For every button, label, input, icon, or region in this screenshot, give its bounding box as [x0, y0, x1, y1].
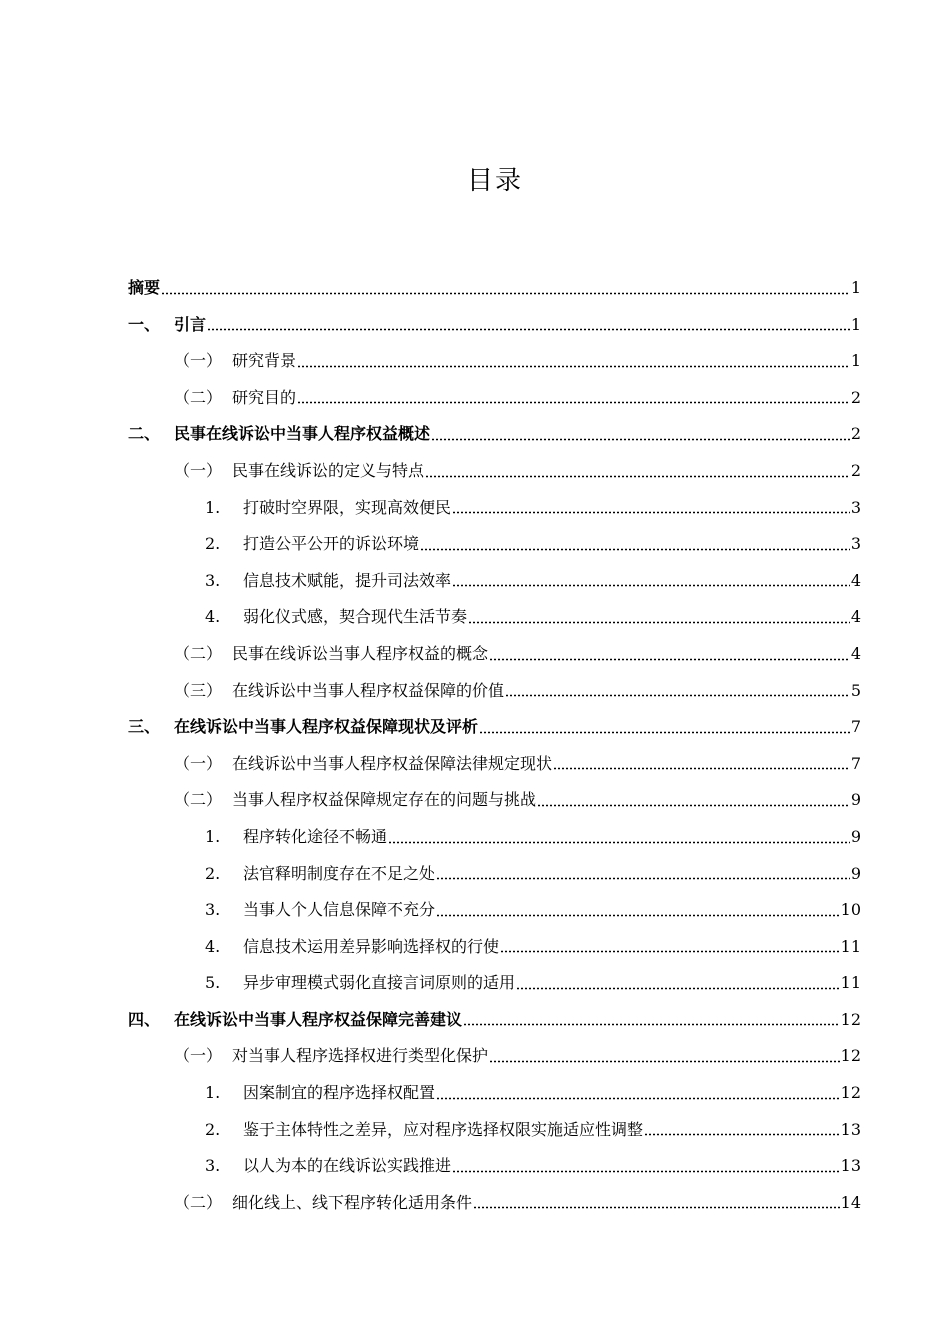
toc-entry[interactable]: [128, 819, 861, 856]
toc-entry[interactable]: [128, 453, 861, 490]
toc-entry-number: 1.: [205, 826, 221, 846]
toc-entry-page-number: 4: [850, 607, 861, 627]
toc-entry-page-number: 12: [840, 1009, 861, 1029]
dot-leader: [452, 1170, 840, 1173]
toc-entry-number: 三、: [128, 717, 161, 737]
toc-entry-number: （一）: [174, 460, 223, 480]
toc-entry-title: 因案制宜的程序选择权配置: [243, 1083, 436, 1103]
dot-leader: [297, 401, 850, 404]
toc-entry-number: 2.: [205, 1119, 221, 1139]
toc-entry-page-number: 12: [840, 1046, 861, 1066]
toc-entry-number: 1.: [205, 497, 221, 517]
toc-entry-page-number: 7: [850, 717, 861, 737]
toc-entry-title: 程序转化途径不畅通: [243, 826, 388, 846]
toc-entry[interactable]: [128, 1148, 861, 1185]
toc-entry[interactable]: [128, 599, 861, 636]
toc-entry[interactable]: [128, 892, 861, 929]
toc-entry-number: 3.: [205, 570, 221, 590]
dot-leader: [553, 767, 850, 770]
dot-leader: [452, 511, 850, 514]
toc-entry-page-number: 5: [850, 680, 861, 700]
dot-leader: [436, 1097, 840, 1100]
toc-entry[interactable]: [128, 270, 861, 307]
toc-entry-number: 3.: [205, 900, 221, 920]
toc-entry-number: （二）: [174, 790, 223, 810]
toc-entry-page-number: 9: [850, 790, 861, 810]
dot-leader: [297, 365, 850, 368]
toc-entry-title: 异步审理模式弱化直接言词原则的适用: [243, 973, 516, 993]
toc-entry-number: 2.: [205, 863, 221, 883]
toc-entry[interactable]: [128, 490, 861, 527]
toc-entry-page-number: 9: [850, 863, 861, 883]
table-of-contents: [128, 270, 861, 1221]
toc-entry-page-number: 3: [850, 497, 861, 517]
dot-leader: [388, 841, 850, 844]
toc-entry-number: （二）: [174, 387, 223, 407]
toc-entry-page-number: 11: [840, 936, 861, 956]
dot-leader: [500, 950, 840, 953]
toc-entry-number: （一）: [174, 753, 223, 773]
toc-entry-title: 在线诉讼中当事人程序权益保障现状及评析: [174, 717, 479, 737]
toc-entry-number: 5.: [205, 973, 221, 993]
toc-entry-title: 在线诉讼中当事人程序权益保障法律规定现状: [232, 753, 553, 773]
dot-leader: [537, 804, 850, 807]
toc-entry[interactable]: [128, 929, 861, 966]
toc-entry-title: 民事在线诉讼的定义与特点: [232, 460, 425, 480]
toc-entry-title: 在线诉讼中当事人程序权益保障的价值: [232, 680, 505, 700]
toc-entry-page-number: 11: [840, 973, 861, 993]
toc-entry[interactable]: [128, 307, 861, 344]
dot-leader: [489, 1060, 840, 1063]
toc-entry-page-number: 4: [850, 643, 861, 663]
toc-entry[interactable]: [128, 965, 861, 1002]
toc-entry-number: 一、: [128, 314, 161, 334]
toc-entry-title: 民事在线诉讼中当事人程序权益概述: [174, 424, 431, 444]
toc-entry-title: 引言: [174, 314, 207, 334]
toc-title: 目录: [466, 166, 523, 196]
toc-entry[interactable]: [128, 709, 861, 746]
dot-leader: [452, 584, 850, 587]
toc-entry-page-number: 1: [850, 278, 861, 297]
toc-entry-page-number: 2: [850, 424, 861, 444]
dot-leader: [516, 987, 840, 990]
toc-entry-page-number: 1: [850, 351, 861, 371]
toc-entry-title: 研究目的: [232, 387, 297, 407]
toc-entry-title: 信息技术运用差异影响选择权的行使: [243, 936, 500, 956]
toc-entry[interactable]: [128, 416, 861, 453]
toc-entry-number: 4.: [205, 607, 221, 627]
toc-entry[interactable]: [128, 1002, 861, 1039]
toc-entry-number: 3.: [205, 1156, 221, 1176]
dot-leader: [489, 658, 850, 661]
dot-leader: [425, 475, 850, 478]
toc-entry-page-number: 12: [840, 1083, 861, 1103]
toc-entry-page-number: 2: [850, 387, 861, 407]
dot-leader: [479, 731, 850, 734]
toc-entry-page-number: 14: [840, 1192, 861, 1212]
dot-leader: [161, 292, 850, 295]
toc-entry[interactable]: [128, 1075, 861, 1112]
dot-leader: [463, 1023, 840, 1026]
toc-entry-number: 1.: [205, 1083, 221, 1103]
toc-entry[interactable]: [128, 1112, 861, 1149]
toc-entry-title: 打破时空界限，实现高效便民: [243, 497, 452, 517]
toc-entry-title: 当事人程序权益保障规定存在的问题与挑战: [232, 790, 537, 810]
toc-entry-number: （三）: [174, 680, 223, 700]
toc-entry[interactable]: [128, 1038, 861, 1075]
toc-entry-page-number: 4: [850, 570, 861, 590]
toc-entry-title: 民事在线诉讼当事人程序权益的概念: [232, 643, 489, 663]
toc-entry[interactable]: [128, 380, 861, 417]
toc-entry-page-number: 7: [850, 753, 861, 773]
toc-entry[interactable]: [128, 1185, 861, 1222]
toc-entry-title: 法官释明制度存在不足之处: [243, 863, 436, 883]
toc-entry-title: 在线诉讼中当事人程序权益保障完善建议: [174, 1009, 463, 1029]
dot-leader: [505, 694, 850, 697]
toc-entry-title: 细化线上、线下程序转化适用条件: [232, 1192, 473, 1212]
dot-leader: [420, 548, 850, 551]
toc-entry-title: 对当事人程序选择权进行类型化保护: [232, 1046, 489, 1066]
dot-leader: [468, 621, 850, 624]
toc-entry-number: （二）: [174, 643, 223, 663]
dot-leader: [431, 438, 850, 441]
dot-leader: [473, 1206, 840, 1209]
toc-entry-page-number: 1: [850, 314, 861, 334]
toc-entry-title: 打造公平公开的诉讼环境: [243, 534, 420, 554]
toc-entry[interactable]: [128, 526, 861, 563]
toc-entry[interactable]: [128, 636, 861, 673]
toc-entry-number: 2.: [205, 534, 221, 554]
dot-leader: [207, 328, 850, 331]
dot-leader: [436, 914, 840, 917]
toc-entry-number: 二、: [128, 424, 161, 444]
toc-entry-title: 鉴于主体特性之差异，应对程序选择权限实施适应性调整: [243, 1119, 644, 1139]
toc-entry[interactable]: [128, 856, 861, 893]
toc-entry-page-number: 13: [840, 1156, 861, 1176]
toc-entry-page-number: 3: [850, 534, 861, 554]
toc-entry-number: 4.: [205, 936, 221, 956]
toc-entry-page-number: 2: [850, 460, 861, 480]
toc-entry-title: 摘要: [128, 278, 161, 297]
toc-entry-title: 信息技术赋能，提升司法效率: [243, 570, 452, 590]
toc-entry-title: 研究背景: [232, 351, 297, 371]
toc-entry-page-number: 9: [850, 826, 861, 846]
toc-entry-page-number: 13: [840, 1119, 861, 1139]
toc-entry-number: （一）: [174, 1046, 223, 1066]
toc-entry[interactable]: [128, 563, 861, 600]
toc-entry[interactable]: [128, 746, 861, 783]
toc-entry-title: 以人为本的在线诉讼实践推进: [243, 1156, 452, 1176]
toc-entry-number: 四、: [128, 1009, 161, 1029]
toc-entry[interactable]: [128, 343, 861, 380]
dot-leader: [644, 1133, 840, 1136]
toc-entry-title: 当事人个人信息保障不充分: [243, 900, 436, 920]
toc-entry[interactable]: [128, 673, 861, 710]
dot-leader: [436, 877, 850, 880]
toc-entry-number: （一）: [174, 351, 223, 371]
toc-entry-number: （二）: [174, 1192, 223, 1212]
toc-entry-title: 弱化仪式感，契合现代生活节奏: [243, 607, 468, 627]
toc-entry-page-number: 10: [840, 900, 861, 920]
toc-entry[interactable]: [128, 782, 861, 819]
